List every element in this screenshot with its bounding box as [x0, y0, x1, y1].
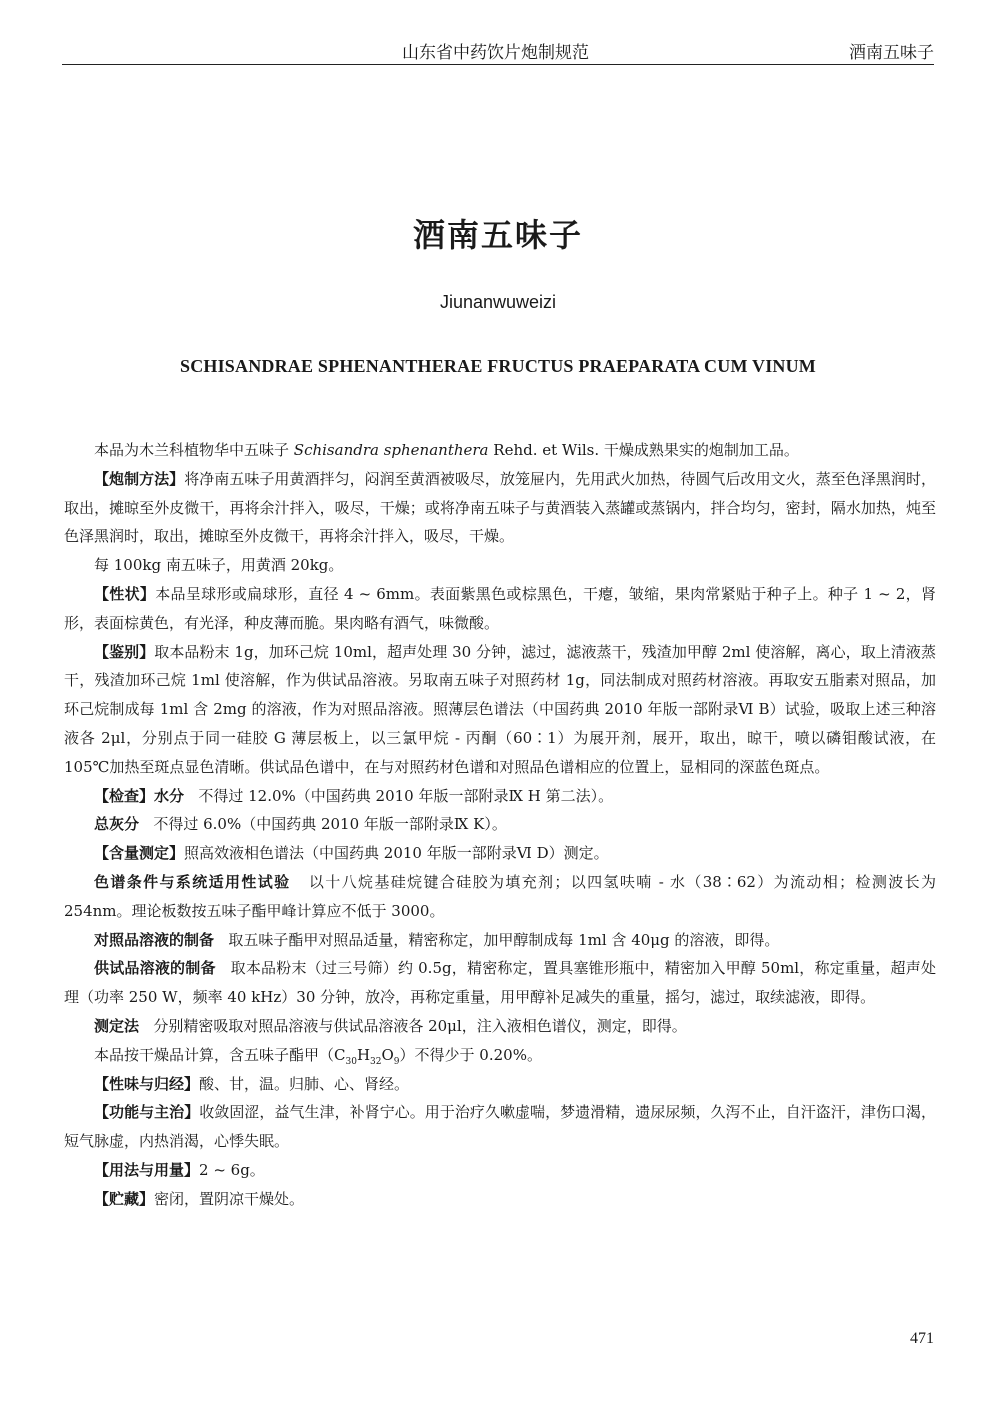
usage-text: 2 ~ 6g。 [199, 1160, 265, 1179]
assay-text: 照高效液相色谱法（中国药典 2010 年版一部附录Ⅵ D）测定。 [184, 844, 609, 863]
storage-paragraph [64, 1185, 936, 1214]
intro-pre: 本品为木兰科植物华中五味子 [94, 441, 290, 459]
storage-text: 密闭，置阴凉干燥处。 [154, 1189, 305, 1208]
water-text: 不得过 12.0%（中国药典 2010 年版一部附录Ⅸ H 第二法）。 [198, 786, 614, 805]
monograph-body [64, 436, 936, 1214]
content-post: ）不得少于 0.20%。 [399, 1045, 542, 1064]
method-ratio: 每 100kg 南五味子，用黄酒 20kg。 [94, 556, 344, 575]
formula-sub-h: 32 [370, 1056, 382, 1067]
page-number: 471 [910, 1330, 934, 1347]
determination-label: 测定法 [94, 1016, 140, 1035]
chrom-label: 色谱条件与系统适用性试验 [94, 872, 291, 891]
running-header [62, 38, 934, 65]
intro-post: Rehd. et Wils. 干燥成熟果实的炮制加工品。 [493, 441, 799, 459]
identification-label: 【鉴别】 [94, 642, 155, 661]
header-section-title: 酒南五味子 [849, 43, 934, 63]
species-name: Schisandra sphenanthera [293, 441, 489, 459]
function-label: 【功能与主治】 [94, 1103, 200, 1122]
assay-label: 【含量测定】 [94, 844, 185, 863]
character-text: 本品呈球形或扁球形，直径 4 ~ 6mm。表面紫黑色或棕黑色，干瘪，皱缩，果肉常紧贴于种子上。种子 1 ~ 2，肾形，表面棕黄色，有光泽，种皮薄而脆。果肉略有酒气，味微酸。 [64, 584, 936, 632]
ref-solution-text: 取五味子酯甲对照品适量，精密称定，加甲醇制成每 1ml 含 40μg 的溶液，即得。 [228, 930, 780, 949]
inspection-paragraph [64, 782, 936, 811]
page-title: 酒南五味子 [412, 216, 583, 254]
test-solution-label: 供试品溶液的制备 [94, 959, 216, 978]
determination-text: 分别精密吸取对照品溶液与供试品溶液各 20μl，注入液相色谱仪，测定，即得。 [153, 1016, 687, 1035]
ash-paragraph [64, 810, 936, 839]
formula-o: O [381, 1045, 394, 1064]
method-paragraph [64, 465, 936, 551]
inspection-label: 【检查】 [94, 786, 155, 805]
ref-solution-paragraph [64, 926, 936, 955]
test-solution-text: 取本品粉末（过三号筛）约 0.5g，精密称定，置具塞锥形瓶中，精密加入甲醇 50ml，称定重量，超声处理（功率 250 W，频率 40 kHz）30 分钟，放冷，再称定重量，用甲醇补足减失的重量，摇匀，滤过，取续滤液，即得。 [64, 959, 936, 1007]
header-book-title: 山东省中药饮片炮制规范 [402, 43, 589, 63]
usage-paragraph [64, 1156, 936, 1185]
ash-text: 不得过 6.0%（中国药典 2010 年版一部附录Ⅸ K）。 [153, 815, 507, 834]
nature-text: 酸、甘，温。归肺、心、肾经。 [199, 1074, 410, 1093]
function-paragraph [64, 1098, 936, 1156]
formula-sub-o: 9 [393, 1056, 400, 1067]
formula-h: H [356, 1045, 371, 1064]
character-label: 【性状】 [94, 584, 156, 603]
ref-solution-label: 对照品溶液的制备 [94, 930, 215, 949]
identification-paragraph [64, 638, 936, 782]
method-label: 【炮制方法】 [94, 469, 185, 488]
content-paragraph [64, 1041, 936, 1070]
test-solution-paragraph [64, 954, 936, 1012]
usage-label: 【用法与用量】 [94, 1160, 200, 1179]
formula-sub-c: 30 [345, 1056, 357, 1067]
function-text: 收敛固涩，益气生津，补肾宁心。用于治疗久嗽虚喘，梦遗滑精，遗尿尿频，久泻不止，自汗盗汗，津伤口渴，短气脉虚，内热消渴，心悸失眠。 [64, 1103, 936, 1151]
nature-paragraph [64, 1070, 936, 1099]
storage-label: 【贮藏】 [94, 1189, 155, 1208]
latin-name: SCHISANDRAE SPHENANTHERAE FRUCTUS PRAEPARATA CUM VINUM [179, 356, 816, 376]
chrom-text: 以十八烷基硅烷键合硅胶为填充剂；以四氢呋喃 - 水（38∶62）为流动相；检测波长为 254nm。理论板数按五味子酯甲峰计算应不低于 3000。 [64, 872, 936, 920]
nature-label: 【性味与归经】 [94, 1074, 200, 1093]
method-text: 将净南五味子用黄酒拌匀，闷润至黄酒被吸尽，放笼屉内，先用武火加热，待圆气后改用文火，蒸至色泽黑润时，取出，摊晾至外皮微干，再将余汁拌入，吸尽，干燥；或将净南五味子与黄酒装入蒸罐或蒸锅内，拌合均匀，密封，隔水加热，炖至色泽黑润时，取出，摊晾至外皮微干，再将余汁拌入，吸尽，干燥。 [64, 469, 936, 546]
intro-paragraph [64, 436, 936, 465]
identification-text: 取本品粉末 1g，加环己烷 10ml，超声处理 30 分钟，滤过，滤液蒸干，残渣加甲醇 2ml 使溶解，离心，取上清液蒸干，残渣加环己烷 1ml 使溶解，作为供试品溶液。另取南五味子对照药材 1g，同法制成对照药材溶液。再取安五脂素对照品，加环己烷制成每 1ml 含 2mg 的溶液，作为对照品溶液。照薄层色谱法（中国药典 2010 年版一部附录Ⅵ B）试验，吸取上述三种溶液各 2μl，分别点于同一硅胶 G 薄层板上，以三氯甲烷 - 丙酮（60∶1）为展开剂，展开，取出，晾干，喷以磷钼酸试液，在 105℃加热至斑点显色清晰。供试品色谱中，在与对照药材色谱和对照品色谱相应的位置上，显相同的深蓝色斑点。 [64, 642, 936, 776]
water-label: 水分 [154, 786, 185, 805]
ash-label: 总灰分 [94, 815, 140, 834]
pinyin-name: Jiunanwuweizi [439, 292, 557, 312]
character-paragraph [64, 580, 936, 638]
assay-paragraph [64, 839, 936, 868]
chrom-paragraph [64, 868, 936, 926]
ratio-paragraph [64, 551, 936, 580]
determination-paragraph [64, 1012, 936, 1041]
content-pre: 本品按干燥品计算，含五味子酯甲（C [94, 1045, 346, 1064]
